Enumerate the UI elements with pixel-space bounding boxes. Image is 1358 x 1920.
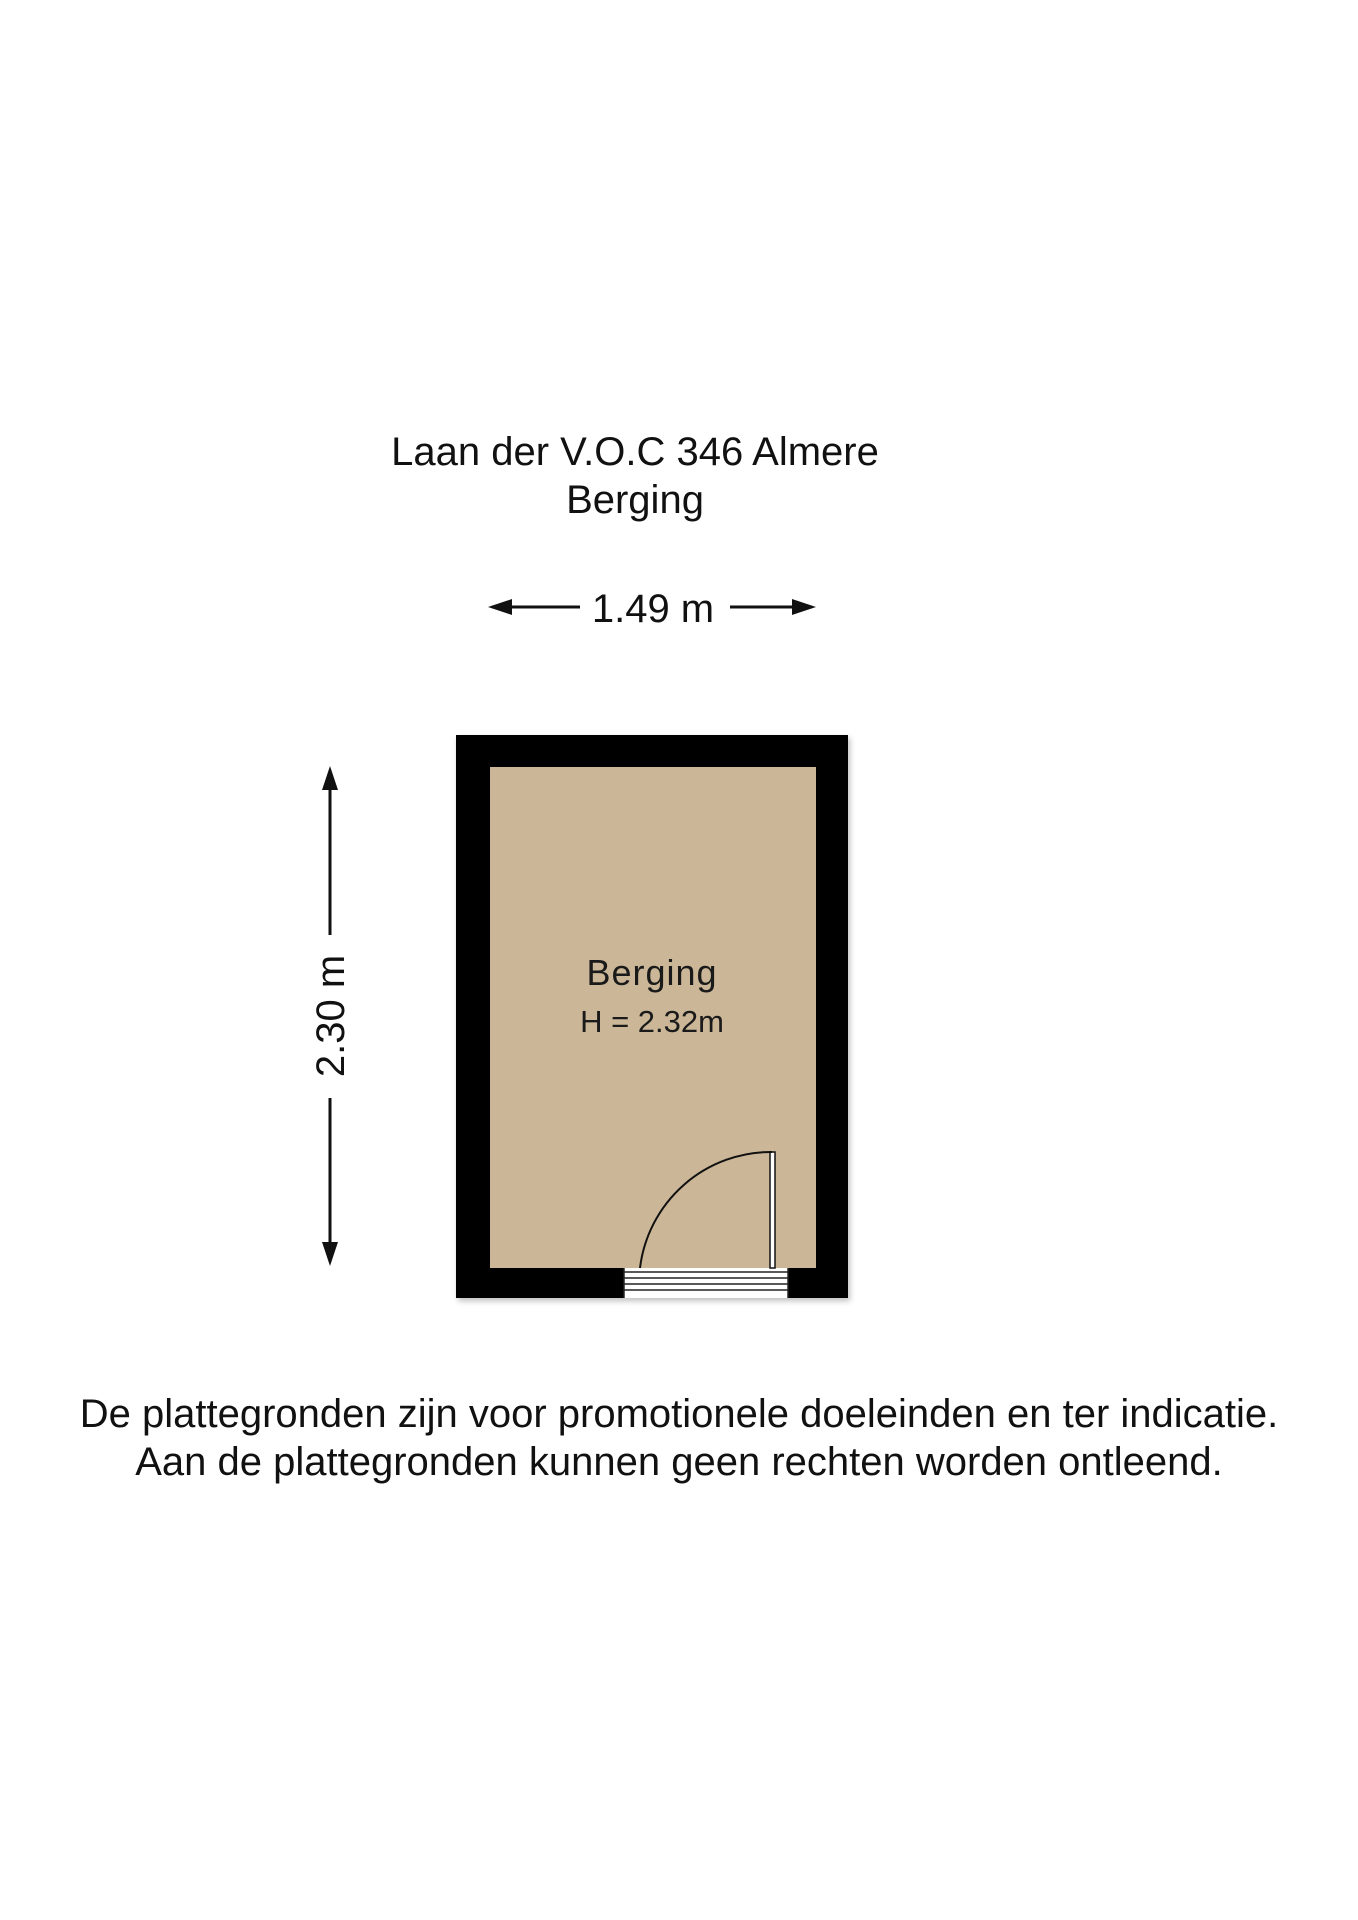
height-arrow-down-icon <box>322 1242 338 1266</box>
width-dimension-label: 1.49 m <box>591 587 715 631</box>
disclaimer <box>0 1390 1358 1486</box>
room-name-label: Berging <box>586 952 718 993</box>
height-dimension-label: 2.30 m <box>309 954 353 1078</box>
door-leaf <box>770 1152 775 1268</box>
property-address: Laan der V.O.C 346 Almere <box>391 430 879 474</box>
height-dimension <box>309 766 353 1266</box>
plan-subtitle: Berging <box>566 478 704 522</box>
room-height-label: H = 2.32m <box>580 1004 724 1039</box>
room-berging <box>456 735 848 1298</box>
width-arrow-left-icon <box>488 599 512 615</box>
disclaimer-line-1: De plattegronden zijn voor promotionele doeleinden en ter indicatie. <box>79 1392 1279 1436</box>
height-arrow-up-icon <box>322 766 338 790</box>
width-dimension <box>488 587 816 631</box>
width-arrow-right-icon <box>792 599 816 615</box>
disclaimer-line-2: Aan de plattegronden kunnen geen rechten worden ontleend. <box>135 1440 1223 1484</box>
